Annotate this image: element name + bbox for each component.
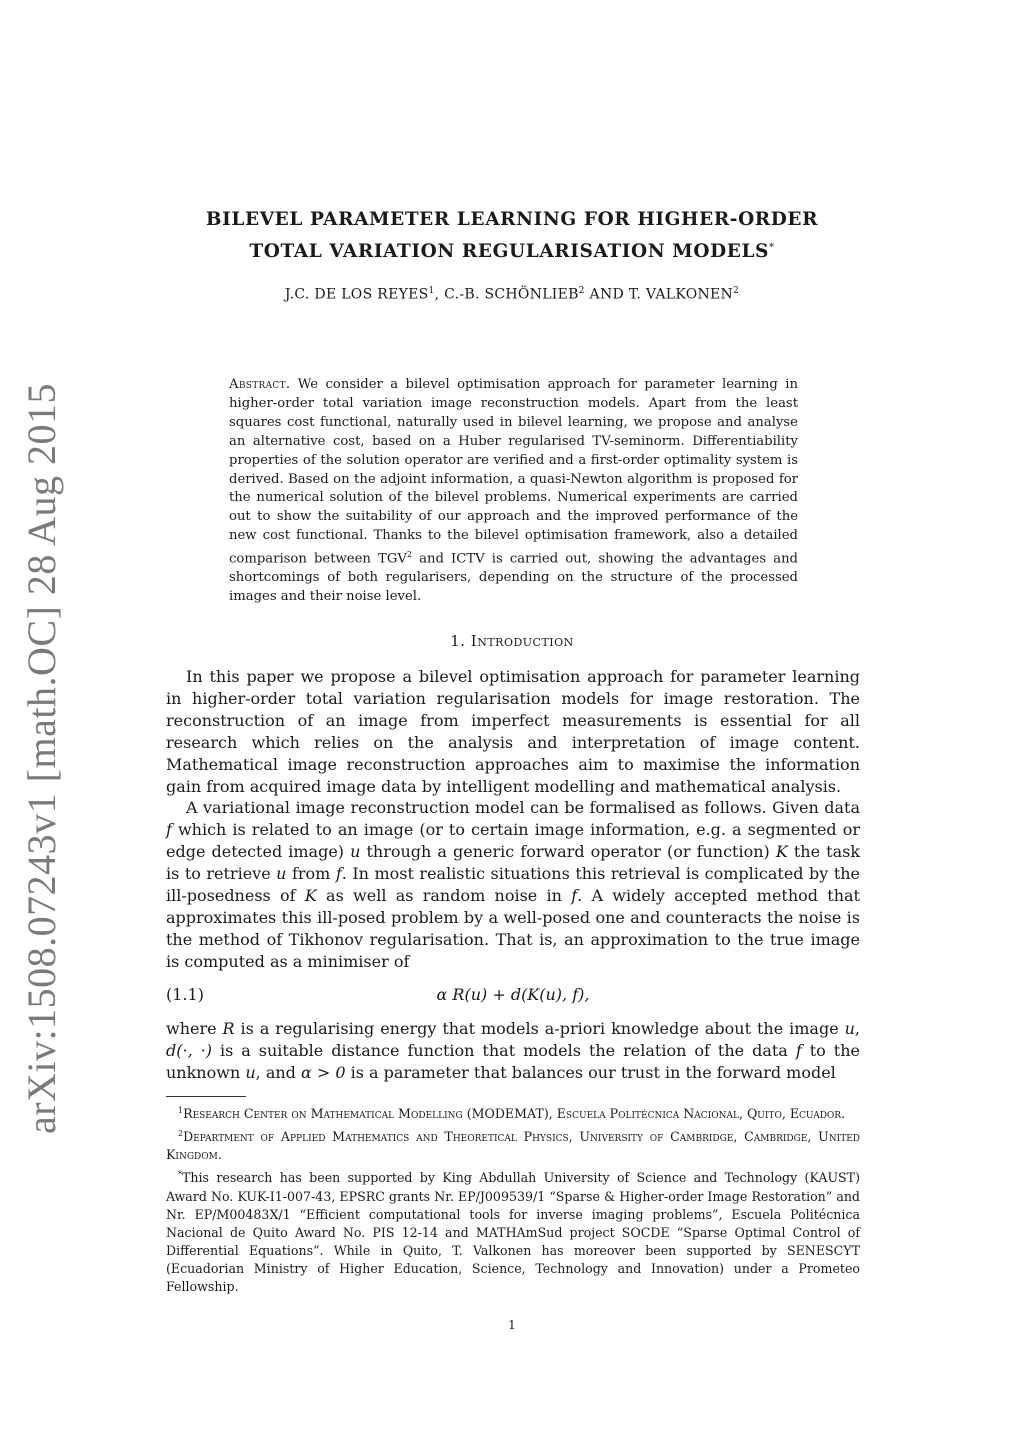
footnote-marker: 2 [178, 1129, 184, 1139]
section-title: Introduction [470, 632, 574, 650]
intro-paragraph-1: In this paper we propose a bilevel optimisation approach for parameter learning in higher-order total variation regularisation models for image restoration. The reconstruction of an image from imperfect measurements is essential for all research which relies on the analysis and interpretation of image content. Mathematical image reconstruction approaches aim to maximise the information gain from acquired image data by intelligent modelling and mathematical analysis. [166, 667, 860, 796]
intro-paragraph-3 [166, 1018, 860, 1084]
math-symbol: d(·, ·) [166, 1041, 212, 1060]
math-symbol: K [304, 886, 317, 905]
section-number: 1. [450, 632, 466, 650]
paragraph-text: is a parameter that balances our trust in the forward model [345, 1063, 836, 1082]
paragraph-text: , and [255, 1063, 301, 1082]
abstract-text-end: and ICTV is carried out, showing the advantages and shortcomings of both regularisers, depending on the structure of the processed images and their noise level. [229, 551, 799, 605]
author-separator: AND [584, 286, 629, 303]
paragraph-text: where [166, 1019, 223, 1038]
paragraph-text: as well as random noise in [316, 886, 572, 905]
math-symbol: u [350, 842, 361, 861]
footnote-marker: * [178, 1170, 182, 1180]
math-symbol: R [222, 1019, 235, 1038]
math-symbol: f [166, 820, 172, 839]
abstract-tgv-superscript: 2 [406, 550, 412, 560]
author-separator: , [434, 286, 445, 303]
math-symbol: f [571, 886, 578, 905]
math-symbol: α > 0 [300, 1063, 346, 1082]
footnote-divider [166, 1096, 246, 1097]
paragraph-text: through a generic forward operator (or function) [360, 842, 776, 861]
paragraph-text: is a regularising energy that models a-priori knowledge about the image [234, 1019, 845, 1038]
equation-body: α R(u) + d(K(u), f), [436, 985, 590, 1004]
footnote-marker: 1 [178, 1106, 184, 1115]
abstract [229, 376, 798, 607]
author-1: J.C. DE LOS REYES [284, 286, 429, 303]
title-line-1: BILEVEL PARAMETER LEARNING FOR HIGHER-ORDER [205, 209, 819, 230]
abstract-text: We consider a bilevel optimisation approach for parameter learning in higher-order total variation image reconstruction models. Apart from the least squares cost functional, naturally used in bilevel learning, we propose and analyse an alternative cost, based on a Huber regularised TV-seminorm. Differentiability properties of the solution operator are verified and a first-order optimality system is derived. Based on the adjoint information, a quasi-Newton algorithm is proposed for the numerical solution of the bilevel problems. Numerical experiments are carried out to show the suitability of our approach and the improved performance of the new cost functional. Thanks to the bilevel optimisation framework, also a detailed comparison between TGV [229, 377, 798, 567]
footnote-2 [166, 1125, 860, 1164]
equation-label: (1.1) [166, 985, 204, 1004]
footnotes [166, 1102, 860, 1298]
paragraph-text: . In most realistic situations this retrieval is complicated by the ill-posedness of [166, 864, 861, 905]
paragraph-text: the task is to retrieve [166, 842, 861, 883]
title-line-2-text: TOTAL VARIATION REGULARISATION MODELS [249, 241, 770, 263]
author-list [160, 286, 864, 303]
paragraph-text: which is related to an image (or to certain image information, e.g. a segmented or edge detected image) [166, 820, 860, 861]
footnote-text: Department of Applied Mathematics and Theoretical Physics, University of Cambridge, Cambridge, United Kingdom. [166, 1129, 860, 1163]
paragraph-text: , [854, 1019, 861, 1038]
math-symbol: K [775, 842, 788, 861]
math-symbol: u [844, 1019, 855, 1038]
math-symbol: f [335, 864, 342, 883]
math-symbol: u [276, 864, 287, 883]
math-symbol: u [245, 1063, 256, 1082]
abstract-label: Abstract. [229, 377, 291, 392]
paragraph-text: . A widely accepted method that approximates this ill-posed problem by a well-posed one and counteracts the noise is the method of Tikhonov regularisation. That is, an approximation to the true image is computed as a minimiser of [166, 886, 860, 971]
title-footnote-marker: * [769, 242, 775, 253]
author-2: C.-B. SCHÖNLIEB [444, 286, 579, 303]
author-1-affiliation: 1 [428, 286, 435, 296]
arxiv-identifier-text: arXiv:1508.07243v1 [math.OC] 28 Aug 2015 [19, 382, 65, 1134]
footnote-1 [166, 1102, 860, 1123]
paragraph-text: to the unknown [166, 1041, 860, 1082]
author-3: T. VALKONEN [628, 286, 734, 303]
footnote-funding [166, 1166, 860, 1295]
footnote-text: Research Center on Mathematical Modelling (MODEMAT), Escuela Politécnica Nacional, Quito, Ecuador. [183, 1106, 846, 1122]
paragraph-text: A variational image reconstruction model can be formalised as follows. Given data [186, 798, 860, 817]
arxiv-identifier-stamp [14, 382, 70, 1134]
title-line-2 [160, 234, 864, 266]
author-3-affiliation: 2 [733, 286, 740, 296]
paragraph-text: is a suitable distance function that models the relation of the data [211, 1041, 796, 1060]
math-symbol: f [795, 1041, 802, 1060]
footnote-text: This research has been supported by King Abdullah University of Science and Technology (KAUST) Award No. KUK-I1-007-43, EPSRC grants Nr. EP/J009539/1 “Sparse & Higher-order Image Restoration” and Nr. EP/M00483X/1 “Efficient computational tools for inverse imaging problems”, Escuela Politécnica Nacional de Quito Award No. PIS 12-14 and MATHAmSud project SOCDE “Sparse Optimal Control of Differential Equations”. While in Quito, T. Valkonen has moreover been supported by SENESCYT (Ecuadorian Ministry of Higher Education, Science, Technology and Innovation) under a Prometeo Fellowship. [166, 1170, 860, 1294]
author-2-affiliation: 2 [578, 286, 585, 296]
page-number: 1 [508, 1318, 516, 1332]
paragraph-text: from [286, 864, 336, 883]
equation-1-1 [166, 985, 860, 1009]
section-heading-introduction [160, 632, 864, 650]
intro-paragraph-2 [166, 797, 860, 973]
paper-title [160, 206, 864, 266]
